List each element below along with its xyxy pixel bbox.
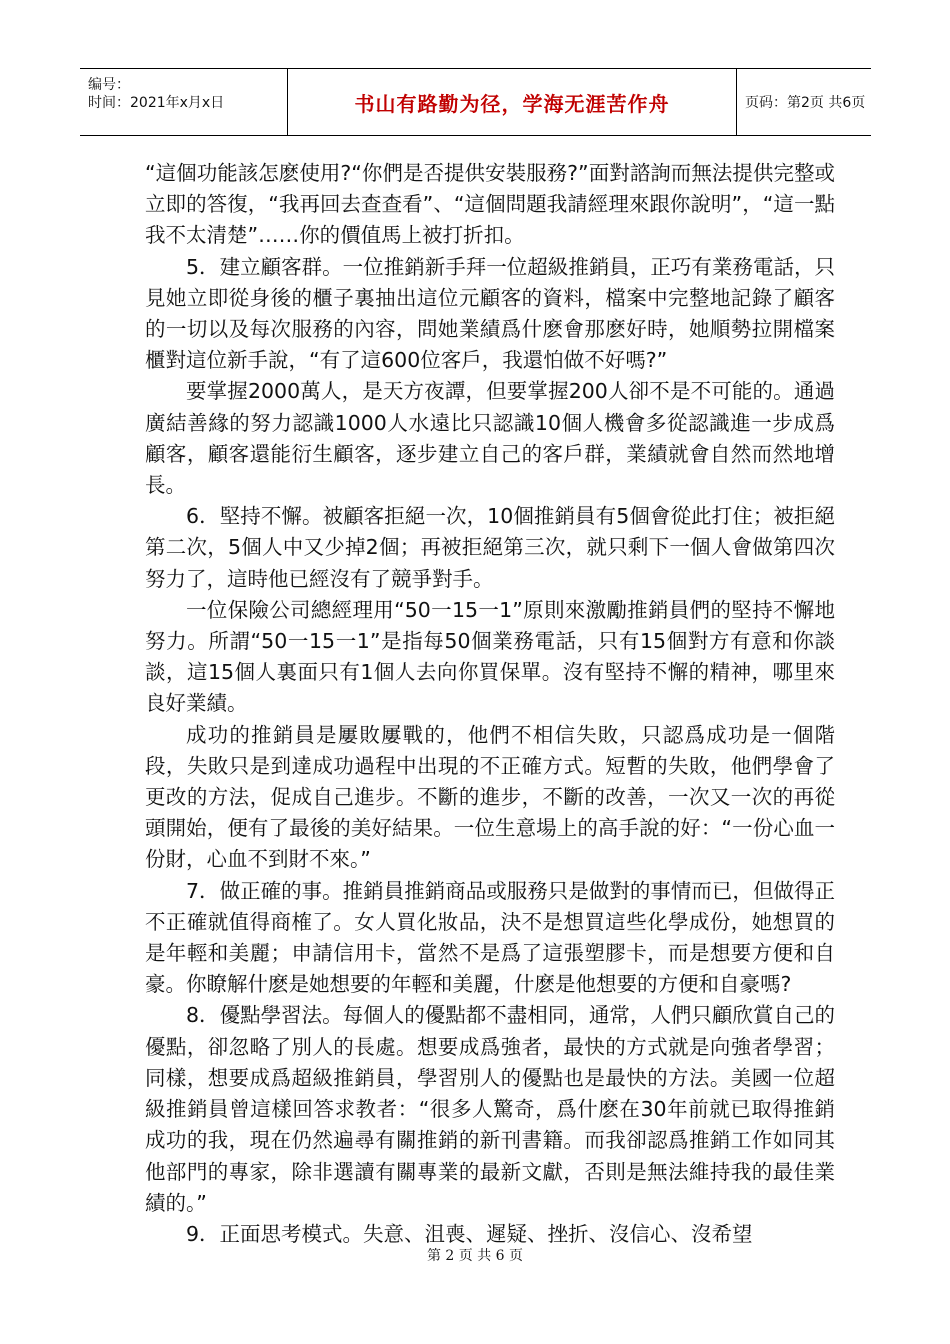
paragraph: “這個功能該怎麽使用?“你們是否提供安裝服務?”面對諮詢而無法提供完整或立即的答復，“我再回去查查看”、“這個問題我請經理來跟你說明”，“這一點我不太清楚”……你的價值馬上被打折扣。 — [145, 161, 835, 248]
paragraph: 一位保險公司總經理用“50一15一1”原則來激勵推銷員們的堅持不懈地努力。所謂“50一15一1”是指每50個業務電話，只有15個對方有意和你談談，這15個人裏面只有1個人去向你買保單。沒有堅持不懈的精神，哪里來良好業績。 — [145, 597, 835, 716]
paragraph: 8．優點學習法。每個人的優點都不盡相同，通常，人們只顧欣賞自己的優點，卻忽略了別人的長處。想要成爲強者，最快的方式就是向強者學習；同樣，想要成爲超級推銷員，學習別人的優點也是最快的方法。美國一位超級推銷員曾這樣回答求教者：“很多人驚奇，爲什麽在30年前就已取得推銷成功的我，現在仍然遍尋有關推銷的新刊書籍。而我卻認爲推銷工作如同其他部門的專家，除非選讀有關專業的最新文獻，否則是無法維持我的最佳業績的。” — [145, 1003, 835, 1215]
page-footer: 第 2 页 共 6 页 — [426, 1248, 524, 1264]
paragraph: 成功的推銷員是屢敗屢戰的，他們不相信失敗，只認爲成功是一個階段，失敗只是到達成功過程中出現的不正確方式。短暫的失敗，他們學會了更改的方法，促成自己進步。不斷的進步，不斷的改善，一次又一次的再從頭開始，便有了最後的美好結果。一位生意場上的高手說的好：“一份心血一份財，心血不到財不來。” — [145, 722, 835, 872]
paragraph: 5．建立顧客群。一位推銷新手拜一位超級推銷員，正巧有業務電話，只見她立即從身後的櫃子裏抽出這位元顧客的資料，檔案中完整地記錄了顧客的一切以及每次服務的內容，問她業績爲什麽會那麽好時，她順勢拉開檔案櫃對這位新手說，“有了這600位客戶，我還怕做不好嗎?” — [145, 254, 835, 373]
document-time-label: 时间：2021年x月x日 — [88, 95, 225, 111]
document-number-label: 编号： — [88, 77, 130, 93]
page-header — [80, 68, 871, 136]
header-page-info: 页码：第2页 共6页 — [745, 95, 866, 111]
paragraph: 要掌握2000萬人，是天方夜譚，但要掌握200人卻不是不可能的。通過廣結善緣的努力認識1000人水遠比只認識10個人機會多從認識進一步成爲顧客，顧客還能衍生顧客，逐步建立自己的客戶群，業績就會自然而然地增長。 — [145, 379, 835, 498]
paragraph: 7．做正確的事。推銷員推銷商品或服務只是做對的事情而已，但做得正不正確就值得商榷了。女人買化妝品，決不是想買這些化學成份，她想買的是年輕和美麗；申請信用卡，當然不是爲了這張塑膠卡，而是想要方便和自豪。你瞭解什麽是她想要的年輕和美麗，什麽是他想要的方便和自豪嗎? — [145, 878, 835, 997]
header-left-cell — [80, 69, 288, 135]
document-body — [145, 158, 835, 1250]
paragraph: 6．堅持不懈。被顧客拒絕一次，10個推銷員有5個會從此打住；被拒絕第二次，5個人中又少掉2個；再被拒絕第三次，就只剩下一個人會做第四次努力了，這時他已經沒有了競爭對手。 — [145, 504, 835, 591]
paragraph: 9．正面思考模式。失意、沮喪、遲疑、挫折、沒信心、沒希望 — [186, 1221, 753, 1246]
header-motto-cell — [288, 69, 737, 135]
header-motto: 书山有路勤为径，学海无涯苦作舟 — [354, 91, 670, 116]
header-page-cell — [737, 69, 871, 135]
